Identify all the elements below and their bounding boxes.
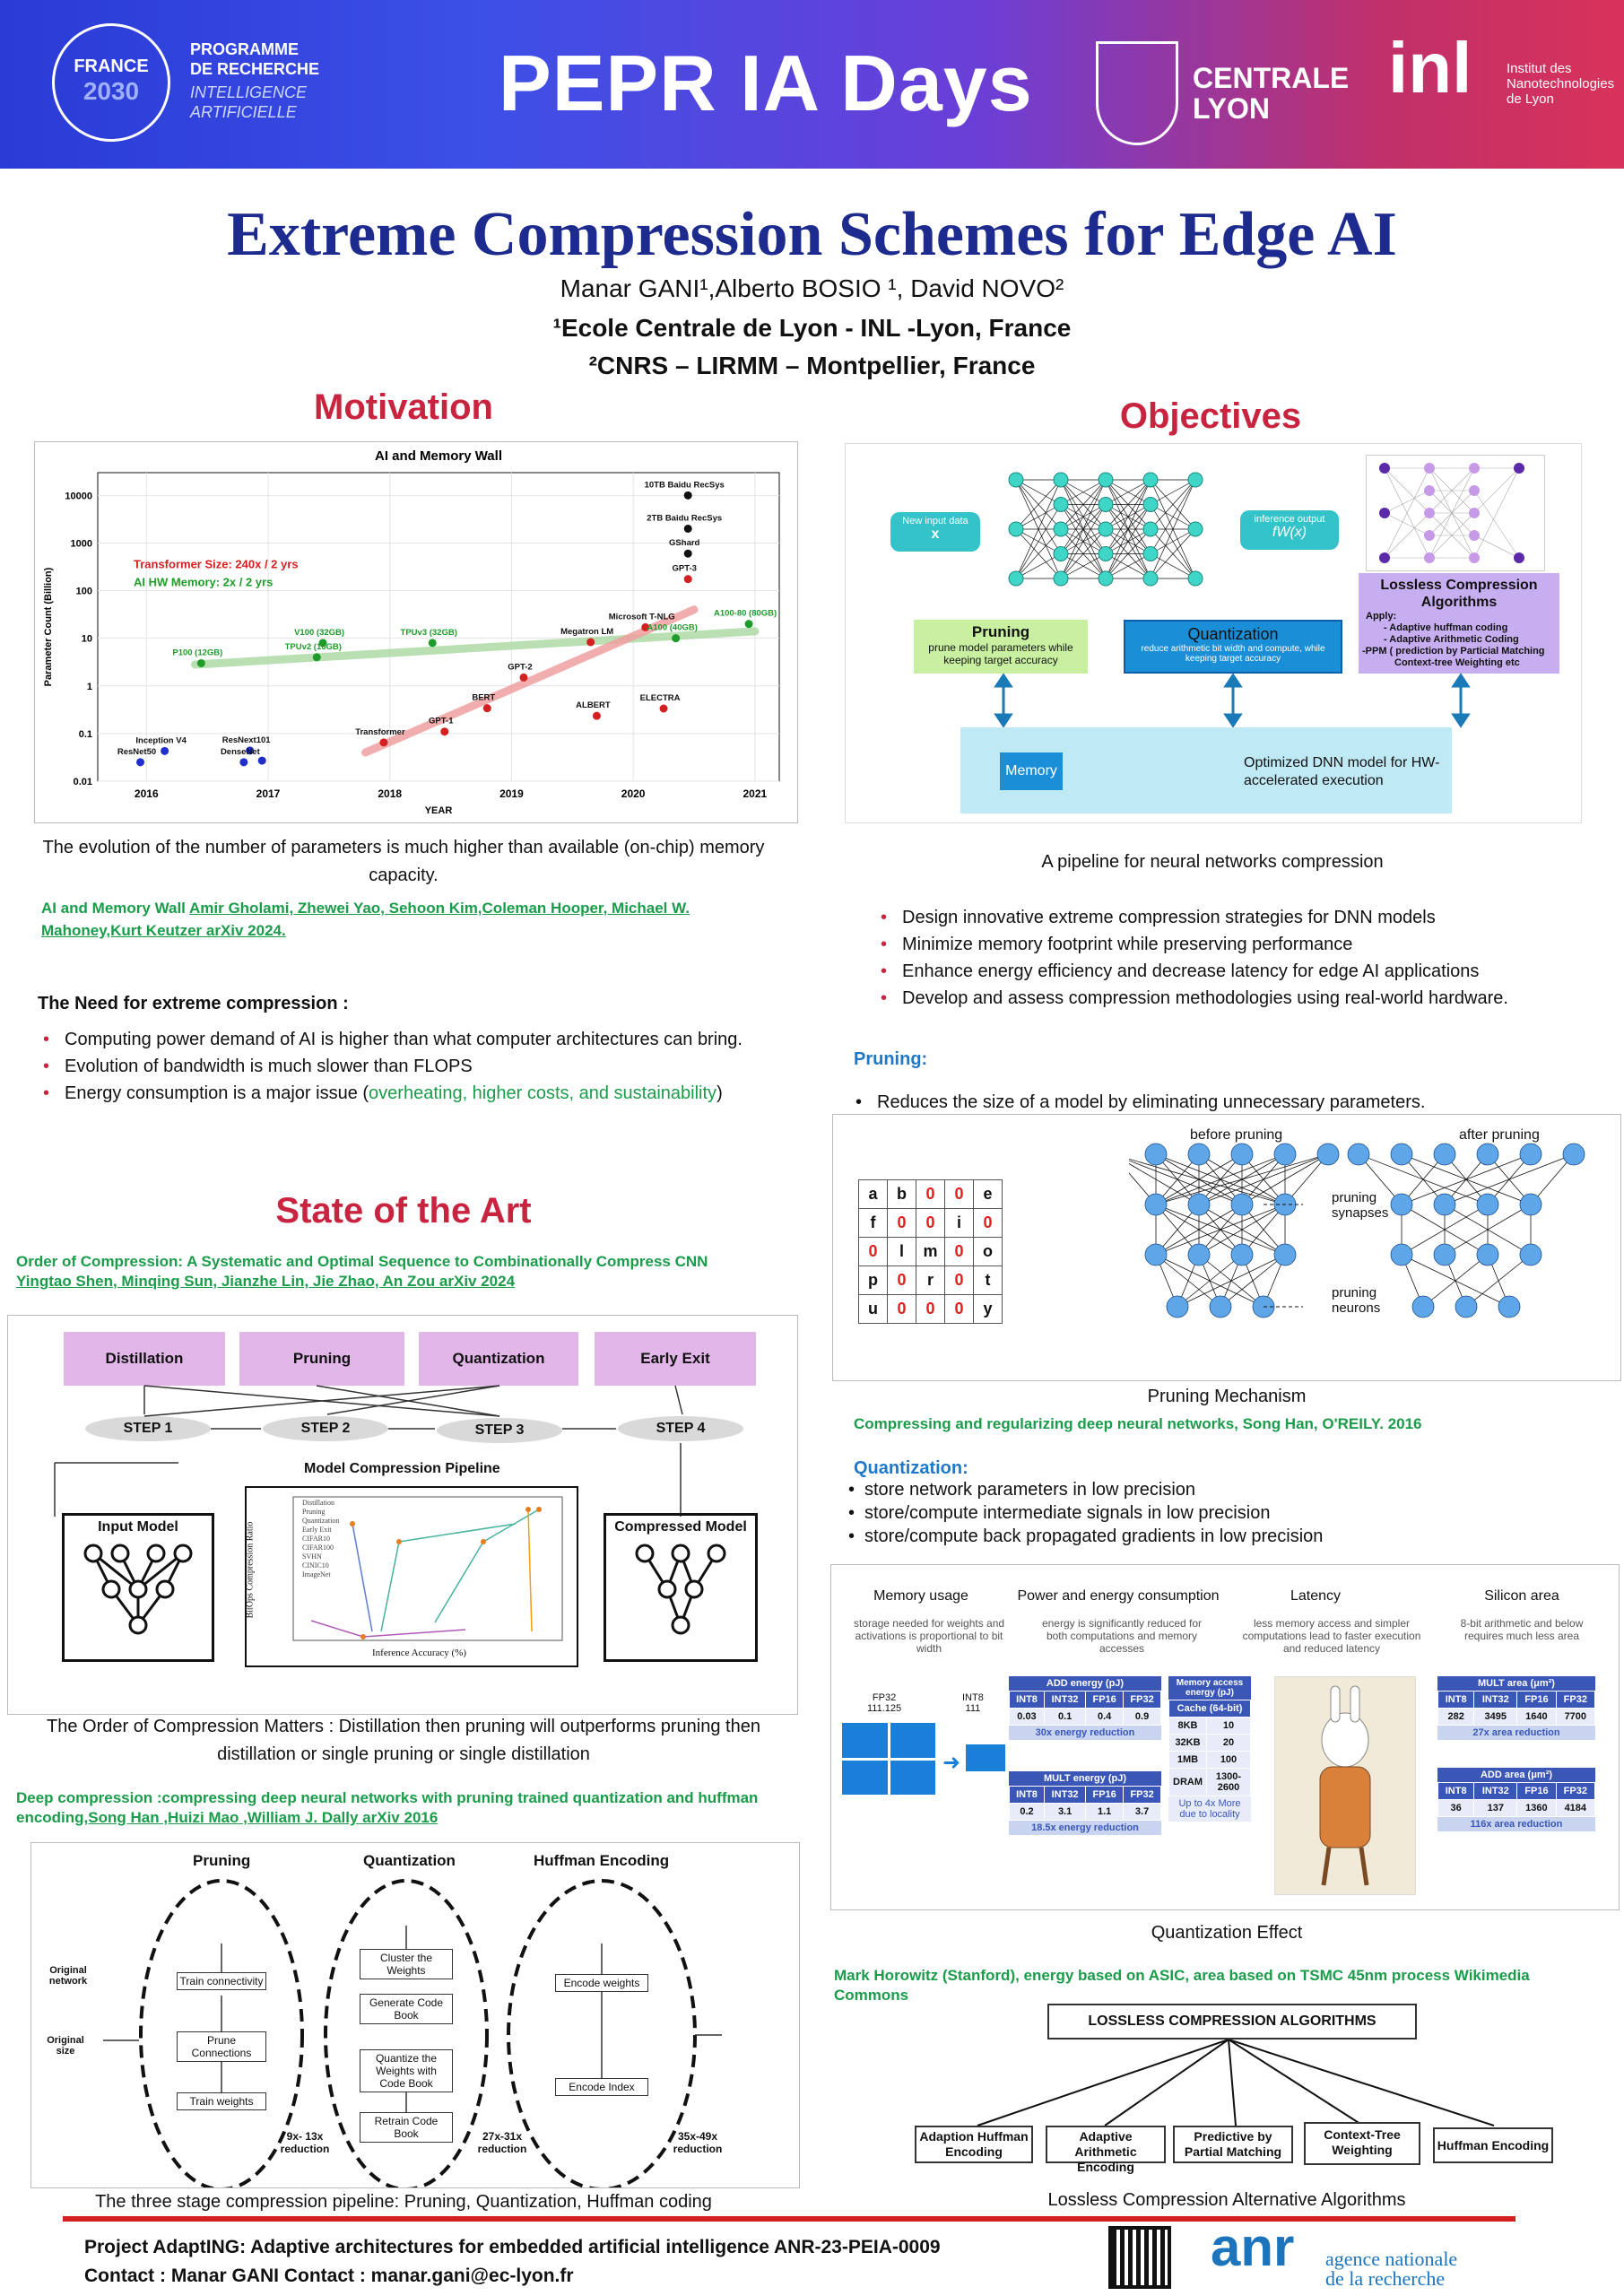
lossless-caption: Lossless Compression Alternative Algorithms (1047, 2190, 1406, 2210)
network-neuron (1391, 1244, 1412, 1265)
step-3: STEP 3 (437, 1418, 562, 1443)
y-tick-label: 1 (86, 681, 92, 692)
data-point (258, 757, 266, 765)
pruning-item: • Reduces the size of a model by eliminating unnecessary parameters. (850, 1089, 1585, 1116)
point-label: A100-80 (80GB) (713, 608, 777, 619)
centrale-lion-icon (1096, 41, 1178, 145)
data-point (672, 634, 680, 642)
network-neuron (1498, 1296, 1520, 1318)
point-label: 10TB Baidu RecSys (644, 480, 725, 491)
legend-transformer: Transformer Size: 240x / 2 yrs (134, 557, 299, 571)
fp32-bits (842, 1723, 935, 1795)
objectives-list (875, 904, 1542, 1012)
matrix-cell: u (859, 1295, 888, 1324)
point-label: ResNext101 (221, 735, 271, 745)
sota-reference-1: Order of Compression: A Systematic and Optimal Sequence to Combinationally Compress CNN Yingtao Shen, Minqing Sun, Jianzhe Lin, Jie Zhao, An Zou arXiv 2024 (16, 1253, 708, 1290)
pipeline-title: Model Compression Pipeline (304, 1461, 500, 1476)
network-neuron (1188, 1194, 1210, 1215)
pruning-synapses-label: pruning synapses (1332, 1190, 1389, 1221)
data-point (313, 653, 321, 661)
reduction-1: 9x- 13x reduction (280, 2130, 330, 2155)
input-box: New input data x (890, 512, 980, 552)
data-point (684, 525, 692, 533)
chart-svg (35, 442, 797, 822)
before-pruning-label: before pruning (1190, 1127, 1283, 1143)
optimized-label: Optimized DNN model for HW-accelerated execution (1244, 755, 1440, 788)
point-label: A100 (40GB) (647, 622, 698, 633)
inl-subtext: Institut des Nanotechnologies de Lyon (1507, 61, 1615, 107)
motivation-caption: The evolution of the number of parameters is much higher than available (on-chip) memory capacity. (42, 838, 765, 885)
point-label: Megatron LM (560, 626, 614, 637)
y-tick-label: 0.01 (73, 777, 92, 787)
matrix-cell: 0 (888, 1209, 916, 1238)
int8-label: INT8 111 (962, 1692, 984, 1714)
train-weights: Train weights (177, 2092, 266, 2110)
authors: Manar GANI¹,Alberto BOSIO ¹, David NOVO² (560, 274, 1064, 302)
objectives-pipeline-figure (845, 443, 1582, 823)
matrix-cell: 0 (945, 1180, 974, 1209)
need-heading: The Need for extreme compression : (38, 994, 349, 1013)
matrix-cell: a (859, 1180, 888, 1209)
point-label: Transformer (355, 726, 405, 737)
point-label: GPT-1 (429, 716, 454, 726)
point-label: BERT (472, 692, 496, 703)
network-neuron (1391, 1144, 1412, 1165)
original-size-label: Original size (47, 2035, 84, 2057)
quantization-item: • store/compute back propagated gradients in low precision (843, 1525, 1578, 1548)
pruning-caption: Pruning Mechanism (1147, 1387, 1307, 1406)
point-label: TPUv2 (16GB) (284, 641, 342, 652)
sota-caption-2: The three stage compression pipeline: Pruning, Quantization, Huffman coding (95, 2192, 712, 2212)
col-desc-memory: storage needed for weights and activations is proportional to bit width (853, 1617, 1005, 1655)
alg-ppm: Predictive by Partial Matching (1173, 2126, 1293, 2163)
data-point (379, 738, 387, 746)
data-point (520, 674, 528, 682)
pruning-matrix (858, 1179, 1003, 1324)
point-label: P100 (12GB) (172, 648, 223, 658)
network-neuron (1167, 1296, 1188, 1318)
add-area-table: ADD area (μm²) INT8 INT32 FP16 FP32 36 137 1360 4184 116x area reduction (1437, 1768, 1595, 1831)
matrix-cell: b (888, 1180, 916, 1209)
matrix-cell: 0 (945, 1238, 974, 1266)
network-neuron (1210, 1296, 1231, 1318)
chart-title: AI and Memory Wall (375, 448, 502, 464)
inner-legend: Distillation Pruning Quantization Early Exit CIFAR10 CIFAR100 SVHN CINIC10 ImageNet (302, 1499, 340, 1578)
convert-arrow: ➜ (942, 1751, 961, 1775)
data-point (136, 758, 144, 766)
alg-context-tree: Context-Tree Weighting (1304, 2122, 1420, 2165)
pruning-reference: Compressing and regularizing deep neural networks, Song Han, O'REILY. 2016 (854, 1415, 1422, 1432)
centrale-lyon-text: CENTRALE LYON (1193, 62, 1350, 125)
lossless-root-box: LOSSLESS COMPRESSION ALGORITHMS (1047, 2004, 1417, 2039)
input-network-icon (75, 1535, 201, 1643)
data-point (684, 550, 692, 558)
data-point (660, 705, 668, 713)
matrix-cell: m (916, 1238, 945, 1266)
objective-item: • Develop and assess compression methodologies using real-world hardware. (875, 985, 1542, 1012)
network-neuron (1563, 1144, 1585, 1165)
matrix-cell: p (859, 1266, 888, 1295)
pruning-networks (1129, 1142, 1613, 1378)
lossless-card: Lossless Compression Algorithms Apply: - Adaptive huffman coding - Adaptive Arithmetic Coding -PPM ( prediction by Particial Matching Context-tree Weighting etc (1359, 573, 1559, 674)
point-label: 2TB Baidu RecSys (647, 513, 723, 524)
stage-title-huffman: Huffman Encoding (534, 1852, 670, 1869)
matrix-cell: 0 (888, 1266, 916, 1295)
quantization-heading: Quantization: (854, 1458, 968, 1478)
need-item: • Computing power demand of AI is higher than what computer architectures can bring. (38, 1026, 755, 1053)
programme-text: PROGRAMME DE RECHERCHE INTELLIGENCE ARTIFICIELLE (190, 40, 320, 121)
objectives-heading: Objectives (1119, 396, 1302, 436)
motivation-reference: AI and Memory Wall Amir Gholami, Zhewei Yao, Sehoon Kim,Coleman Hooper, Michael W. Mahoney,Kurt Keutzer arXiv 2024. (41, 900, 690, 939)
point-label: Microsoft T-NLG (608, 612, 675, 622)
step-2: STEP 2 (263, 1416, 388, 1441)
early-exit-box: Early Exit (595, 1332, 756, 1386)
stage-title-pruning: Pruning (193, 1852, 251, 1869)
matrix-cell: y (974, 1295, 1003, 1324)
need-item-energy: • Energy consumption is a major issue (overheating, higher costs, and sustainability) (38, 1080, 755, 1107)
encode-index: Encode Index (555, 2078, 648, 2096)
y-axis-label: Parameter Count (Billion) (43, 567, 54, 687)
point-label: TPUv3 (32GB) (400, 627, 457, 638)
compressed-network-icon (618, 1535, 743, 1643)
input-model-box: Input Model (62, 1513, 214, 1662)
data-point (684, 575, 692, 583)
banner (0, 0, 1624, 169)
pruning-list (850, 1089, 1585, 1116)
data-point (239, 758, 248, 766)
data-point (586, 638, 595, 646)
network-neuron (1145, 1194, 1167, 1215)
retrain-code-book: Retrain Code Book (360, 2112, 453, 2143)
matrix-cell: f (859, 1209, 888, 1238)
matrix-cell: 0 (888, 1295, 916, 1324)
matrix-cell: t (974, 1266, 1003, 1295)
pruning-mechanism-figure (832, 1114, 1621, 1381)
footer-project: Project AdaptING: Adaptive architectures for embedded artificial intelligence ANR-23-PEIA-0009 (84, 2237, 941, 2257)
event-title: PEPR IA Days (499, 39, 1033, 127)
quantization-item: • store network parameters in low precision (843, 1478, 1578, 1501)
data-point (593, 712, 601, 720)
network-neuron (1348, 1144, 1369, 1165)
step-1: STEP 1 (85, 1416, 211, 1441)
quantization-box: Quantization (419, 1332, 578, 1386)
matrix-cell: 0 (916, 1209, 945, 1238)
affiliation-2: ²CNRS – LIRMM – Montpellier, France (588, 352, 1036, 379)
legend-hw-memory: AI HW Memory: 2x / 2 yrs (134, 575, 274, 589)
col-desc-power: energy is significantly reduced for both computations and memory accesses (1041, 1617, 1203, 1655)
matrix-cell: o (974, 1238, 1003, 1266)
network-neuron (1520, 1244, 1541, 1265)
point-label: ELECTRA (639, 693, 681, 704)
pruning-heading: Pruning: (854, 1049, 928, 1069)
int8-bits (966, 1744, 1005, 1771)
sota-reference-2: Deep compression :compressing deep neural networks with pruning trained quantization and huffman encoding,Song Han ,Huizi Mao ,William J. Dally arXiv 2016 (16, 1789, 759, 1826)
matrix-cell: 0 (859, 1238, 888, 1266)
data-point (745, 620, 753, 628)
poster-title: Extreme Compression Schemes for Edge AI (227, 200, 1397, 269)
step-4: STEP 4 (618, 1416, 743, 1441)
data-point (483, 704, 491, 712)
x-axis-label: YEAR (424, 805, 453, 816)
point-label: Inception V4 (135, 735, 187, 746)
network-neuron (1274, 1144, 1296, 1165)
matrix-cell: e (974, 1180, 1003, 1209)
network-neuron (1520, 1144, 1541, 1165)
matrix-cell: 0 (945, 1295, 974, 1324)
network-neuron (1477, 1194, 1498, 1215)
need-list (38, 1026, 755, 1107)
footer-contact: Contact : Manar GANI Contact : manar.gani@ec-lyon.fr (84, 2266, 574, 2286)
col-title-latency: Latency (1290, 1588, 1342, 1604)
y-tick-label: 0.1 (78, 728, 92, 740)
inner-xlabel: Inference Accuracy (%) (372, 1648, 467, 1658)
point-label: GShard (669, 538, 700, 549)
reduction-3: 35x-49x reduction (673, 2130, 723, 2155)
network-neuron (1145, 1144, 1167, 1165)
matrix-cell: r (916, 1266, 945, 1295)
qr-code-icon (1108, 2226, 1171, 2289)
point-label: GPT-2 (508, 662, 533, 673)
pruning-neurons-label: pruning neurons (1332, 1285, 1381, 1316)
network-neuron (1231, 1244, 1253, 1265)
x-tick-label: 2021 (743, 787, 768, 800)
data-point (429, 639, 437, 647)
matrix-cell: i (945, 1209, 974, 1238)
matrix-cell: l (888, 1238, 916, 1266)
compressed-model-box: Compressed Model (604, 1513, 758, 1662)
objective-item: • Minimize memory footprint while preserving performance (875, 931, 1542, 958)
inner-accuracy-plot (245, 1486, 578, 1667)
col-desc-latency: less memory access and simpler computations lead to faster execution and reduced latency (1242, 1617, 1421, 1655)
point-label: DenseNet (220, 746, 260, 757)
sota-heading: State of the Art (275, 1191, 532, 1231)
network-neuron (1188, 1144, 1210, 1165)
y-tick-label: 100 (75, 586, 92, 597)
network-neuron (1274, 1244, 1296, 1265)
matrix-cell: 0 (916, 1295, 945, 1324)
ai-memory-wall-chart (34, 441, 798, 823)
data-point (684, 491, 692, 500)
network-neuron (1455, 1296, 1477, 1318)
mult-area-table: MULT area (μm²) INT8 INT32 FP16 FP32 282 3495 1640 7700 27x area reduction (1437, 1676, 1595, 1740)
memory-access-table: Memory access energy (pJ) Cache (64-bit) 8KB 10 32KB 20 1MB 100 DRAM 1300-2600 Up to 4x More due to locality (1168, 1676, 1251, 1822)
objective-item: • Enhance energy efficiency and decrease latency for edge AI applications (875, 958, 1542, 985)
train-connectivity: Train connectivity (177, 1972, 266, 1990)
pruning-box: Pruning (239, 1332, 404, 1386)
col-desc-silicon: 8-bit arithmetic and below requires much less area (1460, 1617, 1584, 1642)
quantization-caption: Quantization Effect (1151, 1923, 1303, 1943)
inner-plot-svg (247, 1488, 577, 1665)
objective-item: • Design innovative extreme compression strategies for DNN models (875, 904, 1542, 931)
reduction-2: 27x-31x reduction (477, 2130, 527, 2155)
network-neuron (1412, 1296, 1434, 1318)
x-tick-label: 2019 (499, 787, 524, 800)
x-tick-label: 2017 (256, 787, 281, 800)
distillation-box: Distillation (64, 1332, 225, 1386)
network-neuron (1520, 1194, 1541, 1215)
network-neuron (1477, 1244, 1498, 1265)
network-neuron (1434, 1194, 1455, 1215)
y-tick-label: 10 (81, 633, 92, 645)
cluster-weights: Cluster the Weights (360, 1949, 453, 1979)
x-tick-label: 2016 (134, 787, 159, 800)
original-network-label: Original network (48, 1965, 88, 1987)
encode-weights: Encode weights (555, 1974, 648, 1992)
anr-logo: anr (1211, 2217, 1295, 2277)
mult-energy-table: MULT energy (pJ) INT8 INT32 FP16 FP32 0.2 3.1 1.1 3.7 18.5x energy reduction (1009, 1771, 1161, 1835)
objectives-caption: A pipeline for neural networks compression (1041, 852, 1384, 872)
motivation-heading: Motivation (314, 387, 493, 427)
output-box: inference output fW(x) (1240, 510, 1339, 550)
memory-box: Memory (1000, 752, 1063, 790)
network-neuron (1231, 1144, 1253, 1165)
deep-compression-figure (30, 1842, 800, 2188)
matrix-cell: 0 (945, 1266, 974, 1295)
data-point (197, 659, 205, 667)
col-title-memory: Memory usage (873, 1588, 968, 1604)
fp32-label: FP32 111.125 (867, 1692, 902, 1714)
after-pruning-label: after pruning (1459, 1127, 1540, 1143)
quantization-list (843, 1478, 1578, 1548)
inl-logo: inl (1388, 28, 1472, 108)
quantization-effect-figure (830, 1564, 1620, 1910)
x-tick-label: 2020 (621, 787, 646, 800)
data-point (440, 727, 448, 735)
col-title-power: Power and energy consumption (1017, 1588, 1220, 1604)
y-tick-label: 10000 (65, 491, 92, 502)
network-neuron (1231, 1194, 1253, 1215)
network-neuron (1434, 1144, 1455, 1165)
y-tick-label: 1000 (70, 538, 92, 550)
add-energy-table: ADD energy (pJ) INT8 INT32 FP16 FP32 0.03 0.1 0.4 0.9 30x energy reduction (1009, 1676, 1161, 1740)
network-neuron (1434, 1244, 1455, 1265)
network-neuron (1188, 1244, 1210, 1265)
stage-title-quantization: Quantization (363, 1852, 456, 1869)
need-item: • Evolution of bandwidth is much slower than FLOPS (38, 1053, 755, 1080)
footer-red-line (63, 2216, 1515, 2222)
quantization-reference: Mark Horowitz (Stanford), energy based on ASIC, area based on TSMC 45nm process Wikimedia Commons (834, 1967, 1530, 2004)
quantization-item: • store/compute intermediate signals in low precision (843, 1501, 1578, 1525)
network-neuron (1145, 1244, 1167, 1265)
sota-caption-1: The Order of Compression Matters : Distillation then pruning will outperforms pruning then distillation or single pruning or single distillation (47, 1717, 760, 1764)
quantization-card: Quantization reduce arithmetic bit width and compute, while keeping target accuracy (1124, 620, 1342, 674)
alg-adaptive-huffman: Adaption Huffman Encoding (915, 2126, 1033, 2163)
matrix-cell: 0 (916, 1180, 945, 1209)
data-point (161, 747, 169, 755)
inner-ylabel: BitOps Compression Ratio (245, 1521, 256, 1619)
col-title-silicon: Silicon area (1484, 1588, 1559, 1604)
white-rabbit-illustration (1274, 1676, 1416, 1895)
generate-code-book: Generate Code Book (360, 1994, 453, 2024)
prune-connections: Prune Connections (177, 2031, 266, 2062)
point-label: ResNet50 (117, 746, 157, 757)
affiliation-1: ¹Ecole Centrale de Lyon - INL -Lyon, France (552, 314, 1072, 342)
point-label: V100 (32GB) (294, 627, 345, 638)
alg-huffman: Huffman Encoding (1433, 2127, 1553, 2163)
anr-subtext: agence nationale de la recherche (1325, 2248, 1458, 2290)
matrix-cell: 0 (974, 1209, 1003, 1238)
point-label: ALBERT (576, 700, 611, 711)
network-neuron (1477, 1144, 1498, 1165)
point-label: GPT-3 (672, 563, 697, 574)
network-neuron (1317, 1144, 1339, 1165)
pruning-card: Pruning prune model parameters while keeping target accuracy (914, 620, 1088, 674)
lossless-tree-arrows (897, 2039, 1578, 2129)
france-2030-logo: FRANCE 2030 (52, 23, 170, 142)
alg-adaptive-arithmetic: Adaptive Arithmetic Encoding (1046, 2126, 1166, 2163)
x-tick-label: 2018 (378, 787, 403, 800)
quantize-weights: Quantize the Weights with Code Book (360, 2049, 453, 2092)
compression-order-figure (7, 1315, 798, 1715)
